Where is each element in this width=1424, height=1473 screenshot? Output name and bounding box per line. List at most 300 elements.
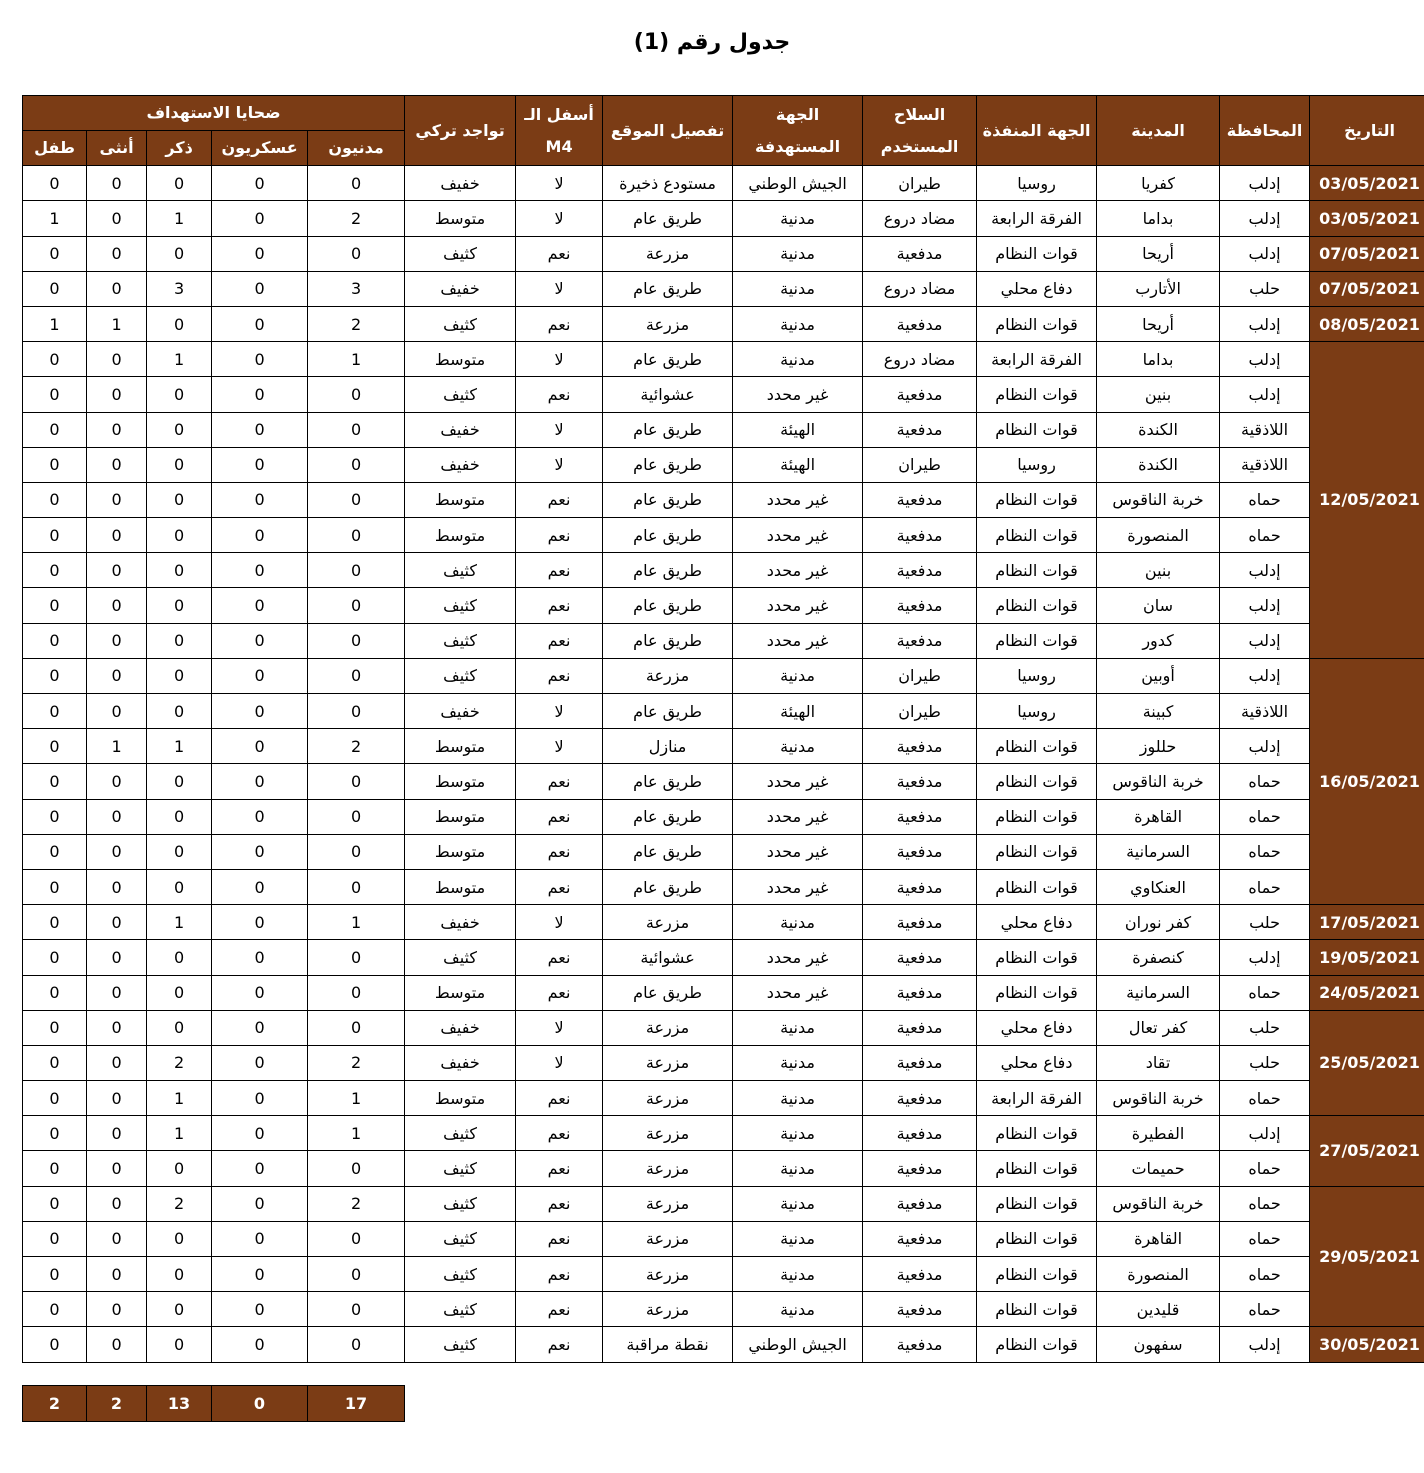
cell-child: 0 bbox=[23, 869, 87, 904]
cell-female: 0 bbox=[87, 1081, 147, 1116]
cell-civilians: 1 bbox=[308, 1116, 405, 1151]
cell-turkish-presence: كثيف bbox=[405, 1257, 516, 1292]
cell-executor: قوات النظام bbox=[977, 553, 1097, 588]
cell-female: 0 bbox=[87, 1257, 147, 1292]
cell-executor: قوات النظام bbox=[977, 236, 1097, 271]
cell-turkish-presence: كثيف bbox=[405, 1116, 516, 1151]
cell-governorate: حماه bbox=[1220, 834, 1310, 869]
cell-weapon: طيران bbox=[863, 694, 977, 729]
cell-weapon: مضاد دروع bbox=[863, 201, 977, 236]
table-row bbox=[23, 553, 1424, 588]
date-cell: 03/05/2021 bbox=[1310, 166, 1424, 201]
cell-below-m4: لا bbox=[516, 694, 603, 729]
cell-city: بداما bbox=[1097, 342, 1220, 377]
cell-female: 0 bbox=[87, 940, 147, 975]
cell-turkish-presence: خفيف bbox=[405, 1010, 516, 1045]
cell-governorate: إدلب bbox=[1220, 553, 1310, 588]
cell-civilians: 0 bbox=[308, 1221, 405, 1256]
cell-site: طريق عام bbox=[603, 975, 733, 1010]
cell-executor: دفاع محلي bbox=[977, 905, 1097, 940]
cell-child: 0 bbox=[23, 1292, 87, 1327]
cell-child: 0 bbox=[23, 1081, 87, 1116]
cell-civilians: 0 bbox=[308, 623, 405, 658]
cell-below-m4: لا bbox=[516, 729, 603, 764]
cell-site: طريق عام bbox=[603, 764, 733, 799]
cell-city: خربة الناقوس bbox=[1097, 482, 1220, 517]
cell-city: أريحا bbox=[1097, 236, 1220, 271]
cell-below-m4: نعم bbox=[516, 1151, 603, 1186]
cell-city: قليدين bbox=[1097, 1292, 1220, 1327]
cell-below-m4: لا bbox=[516, 447, 603, 482]
table-row bbox=[23, 834, 1424, 869]
cell-male: 0 bbox=[147, 166, 212, 201]
cell-below-m4: لا bbox=[516, 271, 603, 306]
cell-below-m4: نعم bbox=[516, 1116, 603, 1151]
cell-military: 0 bbox=[212, 306, 308, 341]
cell-female: 0 bbox=[87, 658, 147, 693]
cell-below-m4: نعم bbox=[516, 588, 603, 623]
cell-executor: قوات النظام bbox=[977, 1327, 1097, 1362]
cell-site: مزرعة bbox=[603, 1010, 733, 1045]
cell-female: 0 bbox=[87, 1221, 147, 1256]
cell-city: كفر نوران bbox=[1097, 905, 1220, 940]
cell-site: منازل bbox=[603, 729, 733, 764]
cell-female: 0 bbox=[87, 834, 147, 869]
cell-governorate: حماه bbox=[1220, 764, 1310, 799]
cell-child: 0 bbox=[23, 518, 87, 553]
cell-weapon: مدفعية bbox=[863, 306, 977, 341]
cell-female: 1 bbox=[87, 729, 147, 764]
cell-site: طريق عام bbox=[603, 342, 733, 377]
cell-turkish-presence: خفيف bbox=[405, 412, 516, 447]
cell-military: 0 bbox=[212, 1045, 308, 1080]
cell-governorate: حماه bbox=[1220, 518, 1310, 553]
cell-target: الهيئة bbox=[733, 412, 863, 447]
cell-weapon: مدفعية bbox=[863, 975, 977, 1010]
cell-governorate: حماه bbox=[1220, 1081, 1310, 1116]
cell-below-m4: نعم bbox=[516, 1186, 603, 1221]
cell-below-m4: لا bbox=[516, 342, 603, 377]
table-row bbox=[23, 482, 1424, 517]
cell-executor: قوات النظام bbox=[977, 412, 1097, 447]
cell-male: 0 bbox=[147, 377, 212, 412]
cell-weapon: مدفعية bbox=[863, 1116, 977, 1151]
cell-female: 0 bbox=[87, 905, 147, 940]
cell-civilians: 0 bbox=[308, 553, 405, 588]
cell-governorate: حلب bbox=[1220, 1010, 1310, 1045]
cell-civilians: 0 bbox=[308, 1257, 405, 1292]
cell-city: المنصورة bbox=[1097, 518, 1220, 553]
cell-military: 0 bbox=[212, 869, 308, 904]
cell-governorate: إدلب bbox=[1220, 1116, 1310, 1151]
cell-military: 0 bbox=[212, 377, 308, 412]
cell-child: 0 bbox=[23, 1327, 87, 1362]
table-row bbox=[23, 1292, 1424, 1327]
cell-weapon: مدفعية bbox=[863, 377, 977, 412]
cell-executor: الفرقة الرابعة bbox=[977, 201, 1097, 236]
cell-governorate: حماه bbox=[1220, 1151, 1310, 1186]
cell-executor: قوات النظام bbox=[977, 799, 1097, 834]
cell-executor: قوات النظام bbox=[977, 1221, 1097, 1256]
cell-child: 0 bbox=[23, 729, 87, 764]
date-cell: 17/05/2021 bbox=[1310, 905, 1424, 940]
table-row bbox=[23, 940, 1424, 975]
cell-city: خربة الناقوس bbox=[1097, 1081, 1220, 1116]
cell-executor: قوات النظام bbox=[977, 764, 1097, 799]
cell-male: 0 bbox=[147, 834, 212, 869]
total-military: 0 bbox=[212, 1386, 308, 1422]
cell-below-m4: لا bbox=[516, 166, 603, 201]
cell-below-m4: نعم bbox=[516, 1221, 603, 1256]
cell-city: سان bbox=[1097, 588, 1220, 623]
cell-civilians: 2 bbox=[308, 729, 405, 764]
cell-civilians: 0 bbox=[308, 1010, 405, 1045]
cell-male: 0 bbox=[147, 588, 212, 623]
cell-weapon: مدفعية bbox=[863, 1151, 977, 1186]
cell-executor: قوات النظام bbox=[977, 1257, 1097, 1292]
cell-governorate: إدلب bbox=[1220, 588, 1310, 623]
cell-site: طريق عام bbox=[603, 834, 733, 869]
cell-male: 1 bbox=[147, 1116, 212, 1151]
header-weapon: السلاح المستخدم bbox=[863, 96, 977, 166]
cell-female: 0 bbox=[87, 1010, 147, 1045]
cell-governorate: إدلب bbox=[1220, 201, 1310, 236]
cell-site: طريق عام bbox=[603, 553, 733, 588]
cell-civilians: 0 bbox=[308, 658, 405, 693]
cell-civilians: 2 bbox=[308, 1186, 405, 1221]
cell-target: غير محدد bbox=[733, 834, 863, 869]
cell-target: الهيئة bbox=[733, 447, 863, 482]
cell-male: 1 bbox=[147, 905, 212, 940]
cell-civilians: 0 bbox=[308, 799, 405, 834]
cell-city: القاهرة bbox=[1097, 1221, 1220, 1256]
cell-male: 0 bbox=[147, 1292, 212, 1327]
cell-below-m4: نعم bbox=[516, 1081, 603, 1116]
cell-civilians: 0 bbox=[308, 1151, 405, 1186]
table-row bbox=[23, 1186, 1424, 1221]
cell-target: غير محدد bbox=[733, 799, 863, 834]
cell-below-m4: نعم bbox=[516, 306, 603, 341]
cell-city: الأتارب bbox=[1097, 271, 1220, 306]
table-row bbox=[23, 658, 1424, 693]
cell-site: مزرعة bbox=[603, 236, 733, 271]
cell-site: مزرعة bbox=[603, 1221, 733, 1256]
cell-female: 0 bbox=[87, 201, 147, 236]
cell-target: مدنية bbox=[733, 1257, 863, 1292]
cell-military: 0 bbox=[212, 412, 308, 447]
cell-weapon: مدفعية bbox=[863, 236, 977, 271]
table-row bbox=[23, 201, 1424, 236]
cell-below-m4: لا bbox=[516, 1045, 603, 1080]
cell-target: مدنية bbox=[733, 1116, 863, 1151]
cell-military: 0 bbox=[212, 447, 308, 482]
cell-female: 0 bbox=[87, 447, 147, 482]
cell-governorate: إدلب bbox=[1220, 1327, 1310, 1362]
cell-turkish-presence: متوسط bbox=[405, 869, 516, 904]
cell-child: 0 bbox=[23, 1151, 87, 1186]
cell-male: 0 bbox=[147, 975, 212, 1010]
cell-governorate: اللاذقية bbox=[1220, 694, 1310, 729]
cell-governorate: إدلب bbox=[1220, 306, 1310, 341]
cell-male: 0 bbox=[147, 482, 212, 517]
cell-weapon: مدفعية bbox=[863, 729, 977, 764]
cell-military: 0 bbox=[212, 1010, 308, 1045]
cell-target: غير محدد bbox=[733, 518, 863, 553]
cell-military: 0 bbox=[212, 518, 308, 553]
header-male: ذكر bbox=[147, 131, 212, 166]
cell-weapon: مدفعية bbox=[863, 1045, 977, 1080]
table-title: جدول رقم (1) bbox=[633, 30, 791, 55]
cell-male: 0 bbox=[147, 447, 212, 482]
cell-military: 0 bbox=[212, 1221, 308, 1256]
cell-target: مدنية bbox=[733, 1221, 863, 1256]
cell-weapon: مدفعية bbox=[863, 1327, 977, 1362]
cell-turkish-presence: كثيف bbox=[405, 377, 516, 412]
cell-governorate: حلب bbox=[1220, 905, 1310, 940]
cell-child: 0 bbox=[23, 412, 87, 447]
date-cell: 07/05/2021 bbox=[1310, 236, 1424, 271]
cell-female: 0 bbox=[87, 1186, 147, 1221]
cell-civilians: 0 bbox=[308, 869, 405, 904]
table-row bbox=[23, 1081, 1424, 1116]
cell-female: 1 bbox=[87, 306, 147, 341]
cell-civilians: 0 bbox=[308, 236, 405, 271]
cell-civilians: 1 bbox=[308, 905, 405, 940]
cell-military: 0 bbox=[212, 166, 308, 201]
cell-below-m4: نعم bbox=[516, 236, 603, 271]
cell-target: مدنية bbox=[733, 271, 863, 306]
cell-city: أوبين bbox=[1097, 658, 1220, 693]
cell-city: الفطيرة bbox=[1097, 1116, 1220, 1151]
cell-weapon: مدفعية bbox=[863, 799, 977, 834]
table-body bbox=[23, 166, 1424, 1362]
cell-site: طريق عام bbox=[603, 482, 733, 517]
cell-child: 0 bbox=[23, 799, 87, 834]
cell-executor: قوات النظام bbox=[977, 940, 1097, 975]
cell-male: 0 bbox=[147, 940, 212, 975]
cell-child: 0 bbox=[23, 623, 87, 658]
cell-female: 0 bbox=[87, 799, 147, 834]
cell-military: 0 bbox=[212, 1186, 308, 1221]
cell-governorate: حماه bbox=[1220, 1186, 1310, 1221]
cell-male: 2 bbox=[147, 1186, 212, 1221]
cell-executor: دفاع محلي bbox=[977, 1010, 1097, 1045]
cell-turkish-presence: متوسط bbox=[405, 729, 516, 764]
cell-governorate: حماه bbox=[1220, 1257, 1310, 1292]
cell-civilians: 0 bbox=[308, 166, 405, 201]
cell-site: مزرعة bbox=[603, 1186, 733, 1221]
cell-child: 0 bbox=[23, 447, 87, 482]
cell-target: مدنية bbox=[733, 306, 863, 341]
header-below-m4: أسفل الـ M4 bbox=[516, 96, 603, 166]
cell-turkish-presence: خفيف bbox=[405, 447, 516, 482]
cell-target: غير محدد bbox=[733, 553, 863, 588]
cell-executor: الفرقة الرابعة bbox=[977, 1081, 1097, 1116]
cell-civilians: 0 bbox=[308, 764, 405, 799]
cell-governorate: اللاذقية bbox=[1220, 412, 1310, 447]
cell-governorate: حماه bbox=[1220, 975, 1310, 1010]
cell-military: 0 bbox=[212, 975, 308, 1010]
cell-civilians: 0 bbox=[308, 1327, 405, 1362]
table-row bbox=[23, 588, 1424, 623]
cell-weapon: مضاد دروع bbox=[863, 342, 977, 377]
cell-target: مدنية bbox=[733, 658, 863, 693]
cell-child: 0 bbox=[23, 658, 87, 693]
cell-civilians: 1 bbox=[308, 342, 405, 377]
cell-executor: دفاع محلي bbox=[977, 1045, 1097, 1080]
cell-civilians: 1 bbox=[308, 1081, 405, 1116]
cell-below-m4: لا bbox=[516, 1010, 603, 1045]
total-child: 2 bbox=[23, 1386, 87, 1422]
cell-governorate: إدلب bbox=[1220, 729, 1310, 764]
cell-female: 0 bbox=[87, 236, 147, 271]
cell-target: غير محدد bbox=[733, 623, 863, 658]
cell-turkish-presence: خفيف bbox=[405, 905, 516, 940]
cell-weapon: مدفعية bbox=[863, 834, 977, 869]
table-row bbox=[23, 764, 1424, 799]
cell-executor: قوات النظام bbox=[977, 975, 1097, 1010]
cell-civilians: 0 bbox=[308, 377, 405, 412]
cell-city: حللوز bbox=[1097, 729, 1220, 764]
cell-weapon: مدفعية bbox=[863, 553, 977, 588]
cell-weapon: مدفعية bbox=[863, 1081, 977, 1116]
cell-target: مدنية bbox=[733, 1045, 863, 1080]
cell-child: 0 bbox=[23, 588, 87, 623]
table-row bbox=[23, 905, 1424, 940]
cell-target: غير محدد bbox=[733, 588, 863, 623]
cell-below-m4: نعم bbox=[516, 553, 603, 588]
cell-site: مزرعة bbox=[603, 1116, 733, 1151]
table-row bbox=[23, 1010, 1424, 1045]
cell-military: 0 bbox=[212, 201, 308, 236]
cell-turkish-presence: كثيف bbox=[405, 1327, 516, 1362]
cell-executor: قوات النظام bbox=[977, 588, 1097, 623]
cell-site: طريق عام bbox=[603, 201, 733, 236]
cell-child: 1 bbox=[23, 201, 87, 236]
cell-city: العنكاوي bbox=[1097, 869, 1220, 904]
cell-below-m4: نعم bbox=[516, 975, 603, 1010]
cell-city: أريحا bbox=[1097, 306, 1220, 341]
cell-weapon: طيران bbox=[863, 447, 977, 482]
cell-military: 0 bbox=[212, 658, 308, 693]
cell-military: 0 bbox=[212, 1116, 308, 1151]
cell-governorate: إدلب bbox=[1220, 940, 1310, 975]
cell-male: 0 bbox=[147, 623, 212, 658]
cell-city: السرمانية bbox=[1097, 975, 1220, 1010]
cell-civilians: 0 bbox=[308, 834, 405, 869]
cell-civilians: 3 bbox=[308, 271, 405, 306]
header-governorate: المحافظة bbox=[1220, 96, 1310, 166]
cell-turkish-presence: متوسط bbox=[405, 518, 516, 553]
cell-female: 0 bbox=[87, 588, 147, 623]
cell-male: 0 bbox=[147, 306, 212, 341]
cell-female: 0 bbox=[87, 869, 147, 904]
cell-target: مدنية bbox=[733, 729, 863, 764]
cell-female: 0 bbox=[87, 975, 147, 1010]
cell-weapon: مدفعية bbox=[863, 1186, 977, 1221]
cell-turkish-presence: متوسط bbox=[405, 834, 516, 869]
cell-target: غير محدد bbox=[733, 764, 863, 799]
cell-site: طريق عام bbox=[603, 447, 733, 482]
cell-below-m4: نعم bbox=[516, 518, 603, 553]
table-row bbox=[23, 1327, 1424, 1362]
cell-below-m4: لا bbox=[516, 201, 603, 236]
cell-female: 0 bbox=[87, 1151, 147, 1186]
cell-below-m4: نعم bbox=[516, 940, 603, 975]
cell-military: 0 bbox=[212, 482, 308, 517]
cell-target: الجيش الوطني bbox=[733, 166, 863, 201]
cell-military: 0 bbox=[212, 1257, 308, 1292]
cell-military: 0 bbox=[212, 1151, 308, 1186]
cell-executor: روسيا bbox=[977, 447, 1097, 482]
cell-child: 0 bbox=[23, 1257, 87, 1292]
cell-site: طريق عام bbox=[603, 271, 733, 306]
cell-civilians: 0 bbox=[308, 694, 405, 729]
cell-female: 0 bbox=[87, 518, 147, 553]
cell-turkish-presence: كثيف bbox=[405, 1151, 516, 1186]
cell-site: مزرعة bbox=[603, 1257, 733, 1292]
table-row bbox=[23, 1257, 1424, 1292]
cell-executor: قوات النظام bbox=[977, 306, 1097, 341]
cell-city: القاهرة bbox=[1097, 799, 1220, 834]
cell-turkish-presence: متوسط bbox=[405, 975, 516, 1010]
cell-below-m4: نعم bbox=[516, 1292, 603, 1327]
cell-city: الكندة bbox=[1097, 447, 1220, 482]
cell-city: كفر تعال bbox=[1097, 1010, 1220, 1045]
cell-site: طريق عام bbox=[603, 623, 733, 658]
cell-executor: قوات النظام bbox=[977, 623, 1097, 658]
cell-below-m4: نعم bbox=[516, 482, 603, 517]
date-cell: 16/05/2021 bbox=[1310, 658, 1424, 904]
cell-female: 0 bbox=[87, 1045, 147, 1080]
cell-female: 0 bbox=[87, 553, 147, 588]
cell-weapon: مضاد دروع bbox=[863, 271, 977, 306]
cell-governorate: حلب bbox=[1220, 1045, 1310, 1080]
cell-male: 1 bbox=[147, 1081, 212, 1116]
cell-turkish-presence: خفيف bbox=[405, 694, 516, 729]
cell-military: 0 bbox=[212, 940, 308, 975]
table-row bbox=[23, 869, 1424, 904]
cell-turkish-presence: كثيف bbox=[405, 588, 516, 623]
date-cell: 24/05/2021 bbox=[1310, 975, 1424, 1010]
cell-executor: الفرقة الرابعة bbox=[977, 342, 1097, 377]
date-cell: 08/05/2021 bbox=[1310, 306, 1424, 341]
cell-female: 0 bbox=[87, 271, 147, 306]
cell-military: 0 bbox=[212, 1292, 308, 1327]
date-cell: 29/05/2021 bbox=[1310, 1186, 1424, 1327]
cell-turkish-presence: كثيف bbox=[405, 306, 516, 341]
cell-female: 0 bbox=[87, 1116, 147, 1151]
cell-site: مستودع ذخيرة bbox=[603, 166, 733, 201]
cell-weapon: مدفعية bbox=[863, 623, 977, 658]
cell-weapon: مدفعية bbox=[863, 869, 977, 904]
cell-weapon: مدفعية bbox=[863, 588, 977, 623]
cell-female: 0 bbox=[87, 377, 147, 412]
cell-below-m4: نعم bbox=[516, 764, 603, 799]
header-victims: ضحايا الاستهداف bbox=[23, 96, 405, 131]
cell-city: بنين bbox=[1097, 553, 1220, 588]
table-row bbox=[23, 623, 1424, 658]
cell-male: 0 bbox=[147, 658, 212, 693]
cell-target: مدنية bbox=[733, 905, 863, 940]
cell-child: 0 bbox=[23, 1045, 87, 1080]
cell-female: 0 bbox=[87, 1327, 147, 1362]
cell-child: 0 bbox=[23, 553, 87, 588]
date-cell: 30/05/2021 bbox=[1310, 1327, 1424, 1362]
cell-site: طريق عام bbox=[603, 694, 733, 729]
cell-male: 0 bbox=[147, 764, 212, 799]
cell-below-m4: نعم bbox=[516, 1327, 603, 1362]
